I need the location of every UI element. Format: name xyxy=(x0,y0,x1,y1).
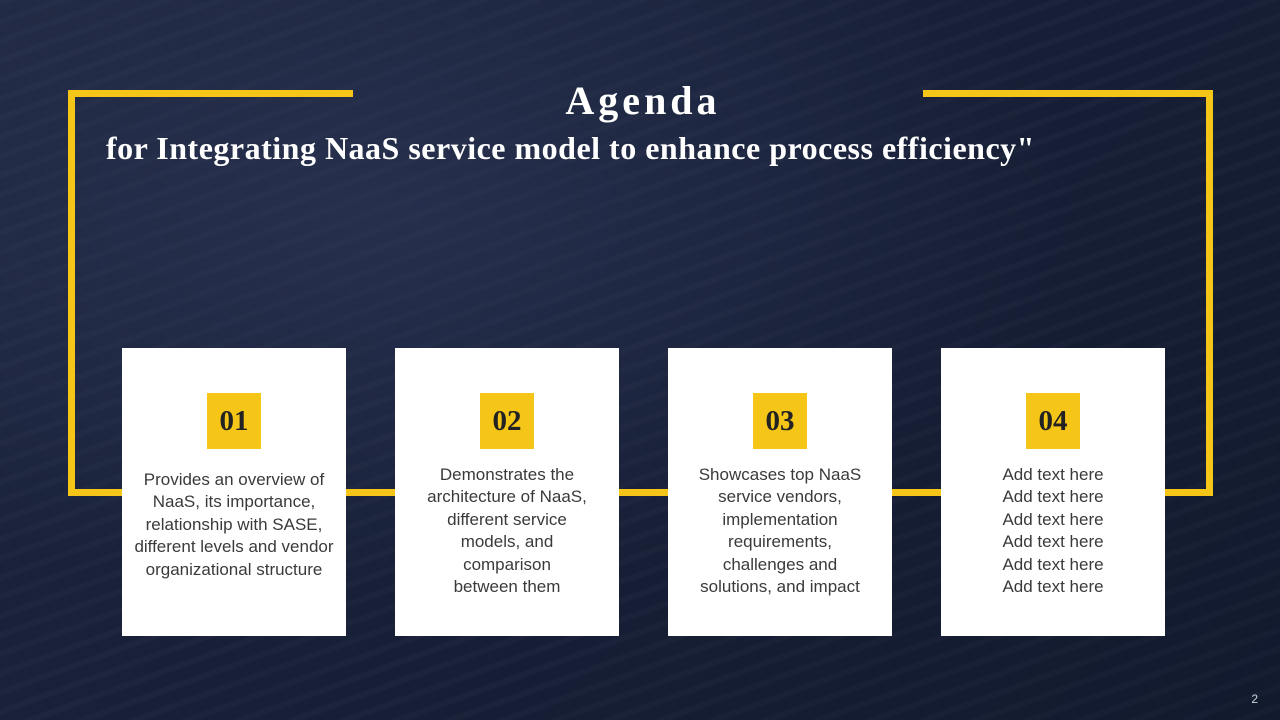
frame-right xyxy=(1206,90,1213,496)
page-number: 2 xyxy=(1251,692,1258,706)
agenda-card-2 xyxy=(395,348,619,636)
agenda-card-text: Add text here Add text here Add text here Add text here Add text here Add text here xyxy=(1002,465,1104,597)
agenda-card-3 xyxy=(668,348,892,636)
page-title: Agenda xyxy=(565,78,721,123)
frame-bottom-2 xyxy=(613,489,675,496)
agenda-card-text: Showcases top NaaS service vendors, implementation requirements, challenges and solutions, and impact xyxy=(698,465,862,597)
frame-left xyxy=(68,90,75,496)
agenda-card-number: 01 xyxy=(207,393,261,449)
frame-bottom-right xyxy=(1159,489,1213,496)
page-subtitle: for Integrating NaaS service model to enhance process efficiency" xyxy=(106,130,1035,166)
agenda-card-1 xyxy=(122,348,346,636)
agenda-card-number: 02 xyxy=(480,393,534,449)
title-block xyxy=(0,78,1280,166)
agenda-card-number: 04 xyxy=(1026,393,1080,449)
frame-bottom-3 xyxy=(886,489,948,496)
agenda-card-text: Demonstrates the architecture of NaaS, different service models, and comparison between them xyxy=(427,465,587,597)
agenda-card-number: 03 xyxy=(753,393,807,449)
frame-bottom-1 xyxy=(340,489,402,496)
agenda-card-4 xyxy=(941,348,1165,636)
agenda-card-text: Provides an overview of NaaS, its importance, relationship with SASE, different levels and vendor organizational structure xyxy=(134,470,334,579)
frame-bottom-left xyxy=(68,489,128,496)
